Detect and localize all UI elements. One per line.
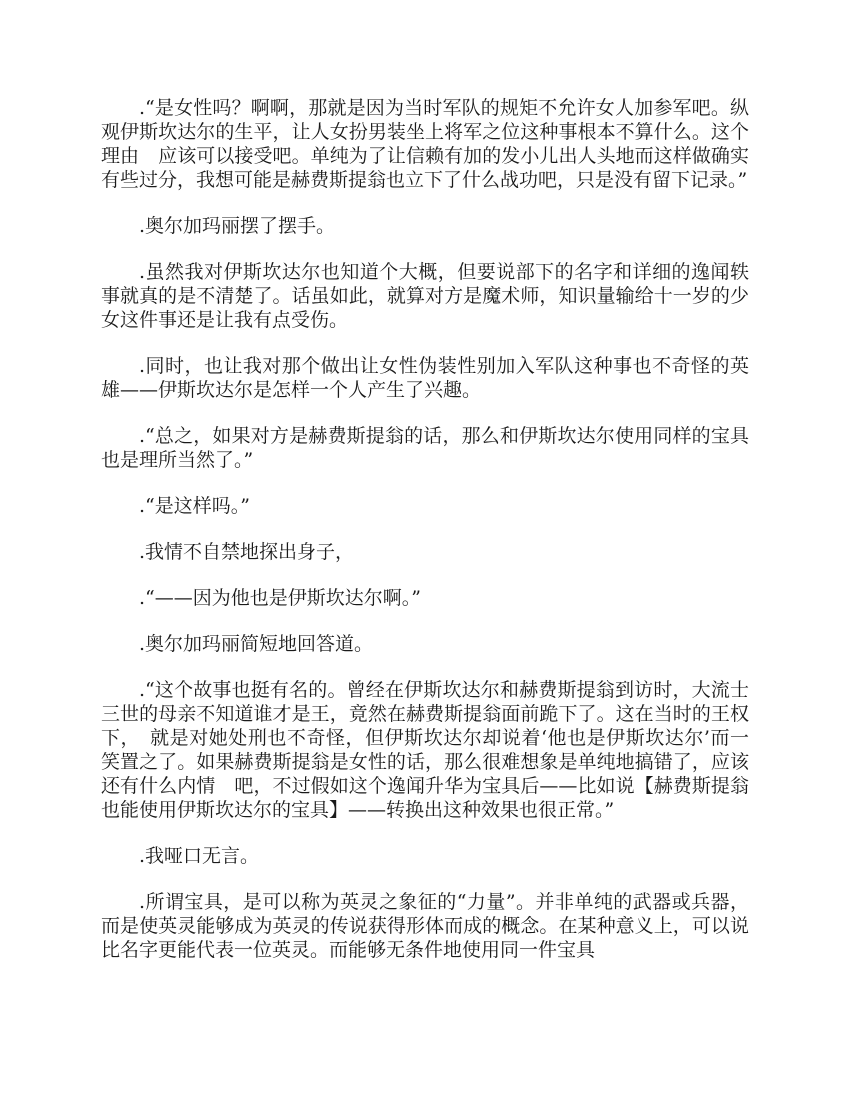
paragraph-2: .奥尔加玛丽摆了摆手。	[139, 215, 336, 237]
paragraph-7: .我情不自禁地探出身子，	[139, 541, 355, 563]
paragraph-6: .“是这样吗。”	[139, 495, 250, 517]
paragraph-12: .所谓宝具，是可以称为英灵之象征的“力量”。并非单纯的武器或兵器，而是使英灵能够成为英灵的传说获得形体而成的概念。在某种意义上，可以说比名字更能代表一位英灵。而能够无条件地使用同一件宝具	[101, 891, 749, 961]
paragraph-8: .“——因为他也是伊斯坎达尔啊。”	[139, 587, 421, 609]
document-page	[101, 96, 749, 984]
paragraph-9: .奥尔加玛丽简短地回答道。	[139, 633, 374, 655]
paragraph-5: .“总之，如果对方是赫费斯提翁的话，那么和伊斯坎达尔使用同样的宝具也是理所当然了。”	[101, 425, 749, 471]
paragraph-1: .“是女性吗？啊啊，那就是因为当时军队的规矩不允许女人加参军吧。纵观伊斯坎达尔的生平，让人女扮男装坐上将军之位这种事根本不算什么。这个理由 应该可以接受吧。单纯为了让信赖有加的发小儿出人头地而这样做确实有些过分，我想可能是赫费斯提翁也立下了什么战功吧，只是没有留下记录。”	[101, 97, 749, 191]
paragraph-4: .同时，也让我对那个做出让女性伪装性别加入军队这种事也不奇怪的英雄——伊斯坎达尔是怎样一个人产生了兴趣。	[101, 355, 749, 401]
paragraph-10: .“这个故事也挺有名的。曾经在伊斯坎达尔和赫费斯提翁到访时，大流士三世的母亲不知道谁才是王，竟然在赫费斯提翁面前跪下了。这在当时的王权下， 就是对她处刑也不奇怪，但伊斯坎达尔却说着‘他也是伊斯坎达尔’而一笑置之了。如果赫费斯提翁是女性的话，那么很难想象是单纯地搞错了，应该还有什么内情 吧，不过假如这个逸闻升华为宝具后——比如说【赫费斯提翁也能使用伊斯坎达尔的宝具】——转换出这种效果也很正常。”	[101, 679, 749, 821]
paragraph-11: .我哑口无言。	[139, 845, 260, 867]
paragraph-3: .虽然我对伊斯坎达尔也知道个大概，但要说部下的名字和详细的逸闻轶事就真的是不清楚了。话虽如此，就算对方是魔术师，知识量输给十一岁的少女这件事还是让我有点受伤。	[101, 261, 749, 331]
